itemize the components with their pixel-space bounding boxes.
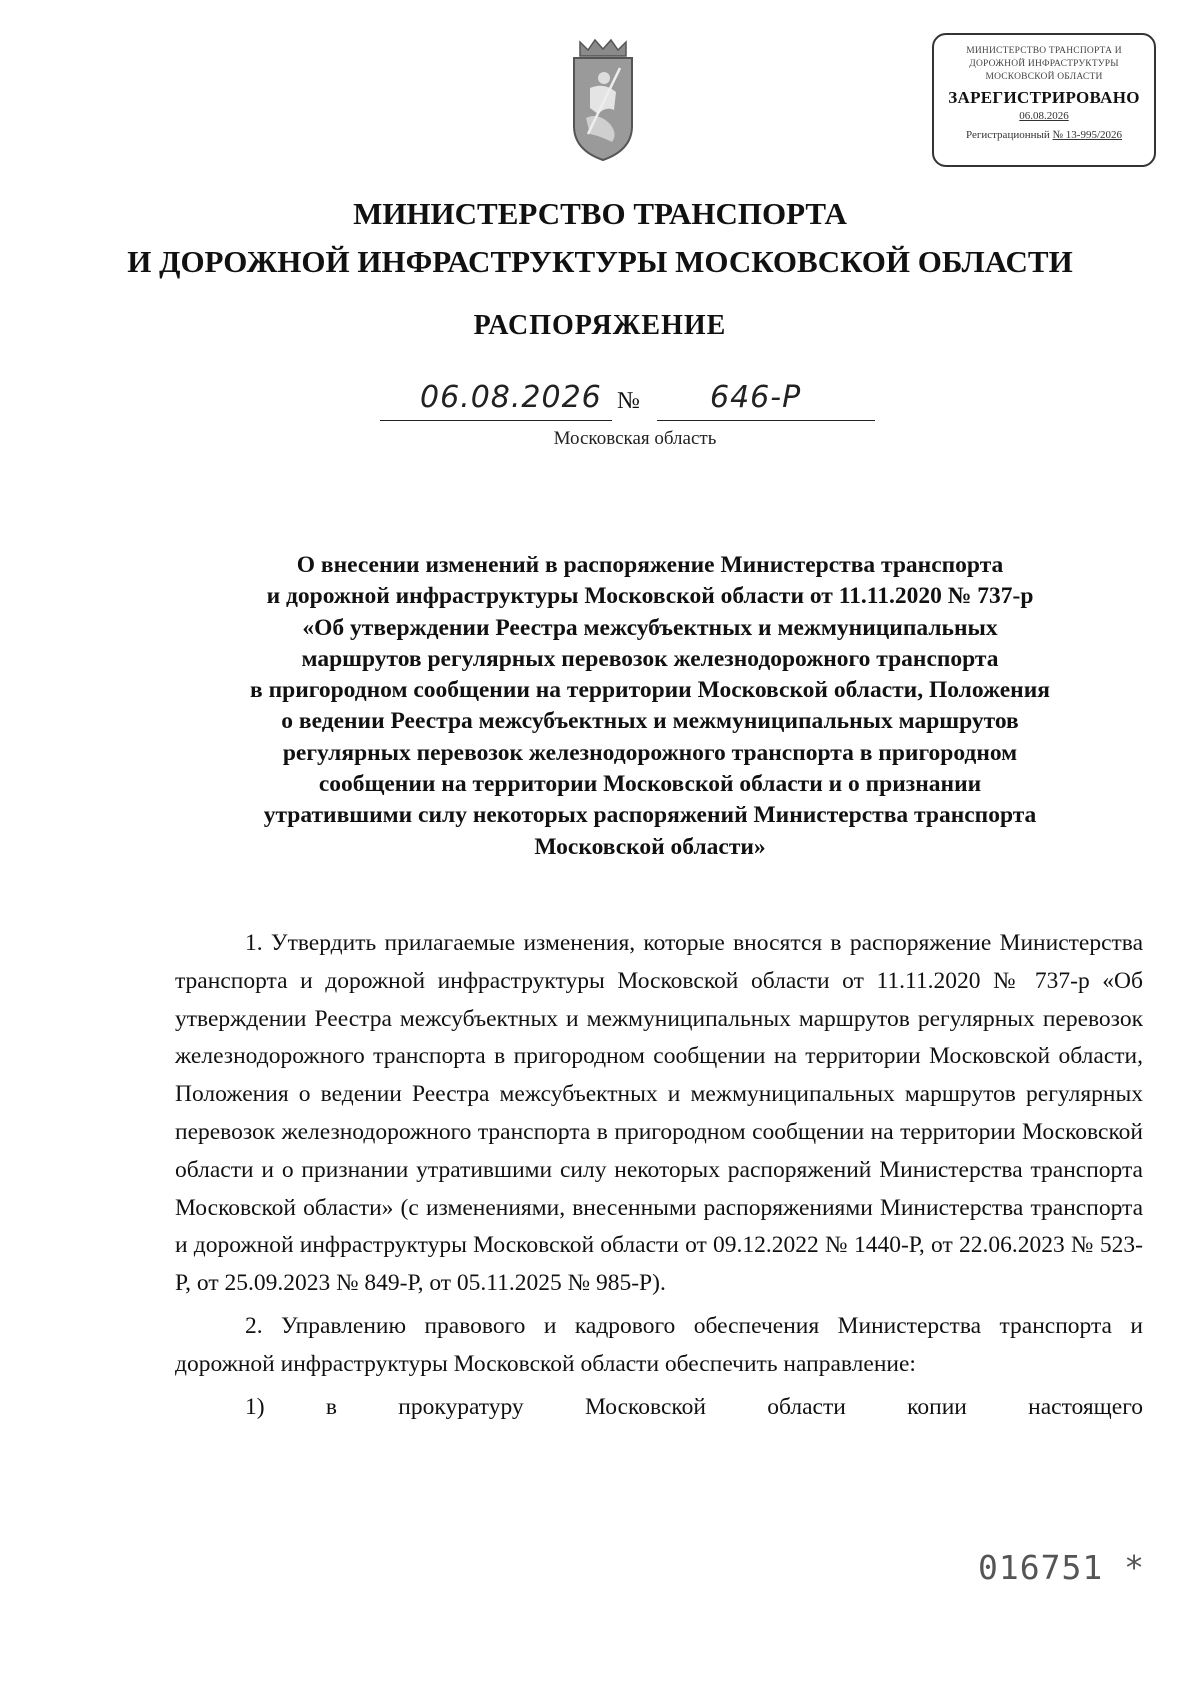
title-line: регулярных перевозок железнодорожного транспорта в пригородном: [282, 739, 1018, 766]
stamp-org-line: ДОРОЖНОЙ ИНФРАСТРУКТУРЫ: [969, 59, 1119, 69]
handwritten-number: 646-Р: [710, 380, 802, 415]
title-line: и дорожной инфраструктуры Московской области от 11.11.2020 № 737-р: [266, 583, 1034, 610]
date-number-line: [380, 382, 880, 426]
title-line: утратившими силу некоторых распоряжений Министерства транспорта: [263, 802, 1037, 829]
title-line: сообщении на территории Московской области и о признании: [318, 771, 982, 798]
body-paragraph-2: 2. Управлению правового и кадрового обеспечения Министерства транспорта и дорожной инфраструктуры Московской области обеспечить направление:: [175, 1312, 1143, 1377]
stamp-reg-number: [934, 129, 1154, 141]
stamp-reg-value: № 13-995/2026: [1052, 129, 1122, 141]
document-title: [170, 550, 1130, 863]
stamp-reg-label: Регистрационный: [965, 129, 1050, 141]
coat-of-arms-icon: [568, 38, 638, 166]
title-line: в пригородном сообщении на территории Московской области, Положения: [250, 677, 1050, 704]
title-line: О внесении изменений в распоряжение Министерства транспорта: [296, 552, 1004, 578]
number-sign: №: [617, 388, 640, 414]
document-type: РАСПОРЯЖЕНИЕ: [473, 310, 727, 341]
body-paragraph-1: 1. Утвердить прилагаемые изменения, которые вносятся в распоряжение Министерства транспорта и дорожной инфраструктуры Московской области от 11.11.2020 № 737-р «Об утверждении Реестра межсубъектных и межмуниципальных маршрутов регулярных перевозок железнодорожного транспорта в пригородном сообщении на территории Московской области, Положения о ведении Реестра межсубъектных и межмуниципальных маршрутов регулярных перевозок железнодорожного транспорта в пригородном сообщении на территории Московской области и о признании утратившими силу некоторых распоряжений Министерства транспорта Московской области» (с изменениями, внесенными распоряжениями Министерства транспорта и дорожной инфраструктуры Московской области от 09.12.2022 № 1440-Р, от 22.06.2023 № 523-Р, от 25.09.2023 № 849-Р, от 05.11.2025 № 985-Р).: [175, 930, 1143, 1297]
stamp-org-line: МИНИСТЕРСТВО ТРАНСПОРТА И: [966, 46, 1122, 56]
registration-stamp: [932, 33, 1156, 167]
title-line: Московской области»: [534, 833, 766, 860]
stamp-org-line: МОСКОВСКОЙ ОБЛАСТИ: [985, 72, 1103, 82]
number-underline: [657, 420, 875, 421]
region-label: Московская область: [553, 428, 717, 449]
ministry-line: И ДОРОЖНОЙ ИНФРАСТРУКТУРЫ МОСКОВСКОЙ ОБЛАСТИ: [127, 244, 1073, 279]
handwritten-date: 06.08.2026: [420, 380, 602, 415]
title-line: маршрутов регулярных перевозок железнодорожного транспорта: [301, 645, 999, 672]
document-body: [175, 925, 1143, 1431]
ministry-name: [0, 190, 1200, 286]
document-serial-number: 016751 *: [978, 1548, 1145, 1587]
stamp-date: 06.08.2026: [1019, 110, 1069, 122]
title-line: «Об утверждении Реестра межсубъектных и межмуниципальных: [302, 614, 998, 641]
body-paragraph-3: 1) в прокуратуру Московской области копии настоящего: [245, 1393, 1143, 1420]
stamp-registered: ЗАРЕГИСТРИРОВАНО: [948, 88, 1140, 107]
title-line: о ведении Реестра межсубъектных и межмуниципальных маршрутов: [281, 708, 1019, 735]
ministry-line: МИНИСТЕРСТВО ТРАНСПОРТА: [353, 196, 847, 231]
date-underline: [380, 420, 612, 421]
